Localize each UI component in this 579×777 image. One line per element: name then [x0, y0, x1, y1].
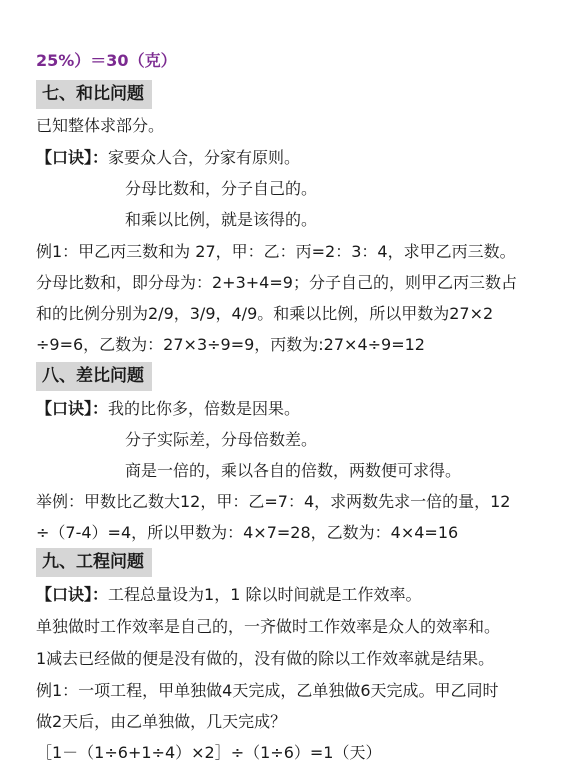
- rule-line: 1减去已经做的便是没有做的，没有做的除以工作效率就是结果。: [36, 649, 495, 668]
- rhyme-row-1: [36, 146, 300, 170]
- example-line: ÷（7-4）=4，所以甲数为：4×7=28，乙数为：4×4=16: [36, 523, 459, 542]
- rhyme-row-1: [36, 397, 300, 421]
- previous-result-line: 25%）＝30（克）: [36, 51, 177, 70]
- rhyme-label: 【口诀】：: [36, 585, 109, 604]
- rule-line: 单独做时工作效率是自己的，一齐做时工作效率是众人的效率和。: [36, 617, 501, 636]
- rhyme-row-3: 和乘以比例，就是该得的。: [125, 210, 318, 229]
- example-line: 例1：甲乙丙三数和为 27，甲：乙：丙=2：3：4，求甲乙丙三数。: [36, 242, 516, 261]
- section-heading-engineering: 九、工程问题: [36, 548, 152, 577]
- example-line: ÷9=6，乙数为：27×3÷9=9，丙数为:27×4÷9=12: [36, 335, 425, 354]
- example-line: 做2天后，由乙单独做，几天完成？: [36, 712, 287, 731]
- rhyme-text: 工程总量设为1，1 除以时间就是工作效率。: [108, 585, 422, 604]
- rhyme-row-2: 分子实际差，分母倍数差。: [125, 430, 318, 449]
- rhyme-row-3: 商是一倍的，乘以各自的倍数，两数便可求得。: [125, 461, 462, 480]
- rhyme-label: 【口诀】：: [36, 148, 109, 167]
- rhyme-row-1: [36, 583, 421, 607]
- rhyme-text: 我的比你多，倍数是因果。: [108, 399, 301, 418]
- rhyme-row-2: 分母比数和，分子自己的。: [125, 179, 318, 198]
- rhyme-label: 【口诀】：: [36, 399, 109, 418]
- formula-line: ［1－（1÷6+1÷4）×2］÷（1÷6）=1（天）: [36, 743, 382, 762]
- rhyme-text: 家要众人合，分家有原则。: [108, 148, 301, 167]
- example-line: 例1：一项工程，甲单独做4天完成，乙单独做6天完成。甲乙同时: [36, 681, 499, 700]
- section-intro: 已知整体求部分。: [36, 116, 165, 135]
- section-heading-diff-ratio: 八、差比问题: [36, 362, 152, 391]
- example-line: 分母比数和，即分母为：2+3+4=9；分子自己的，则甲乙丙三数占: [36, 273, 517, 292]
- example-line: 和的比例分别为2/9，3/9，4/9。和乘以比例，所以甲数为27×2: [36, 304, 494, 323]
- example-line: 举例：甲数比乙数大12，甲：乙=7：4，求两数先求一倍的量，12: [36, 492, 511, 511]
- section-heading-sum-ratio: 七、和比问题: [36, 80, 152, 109]
